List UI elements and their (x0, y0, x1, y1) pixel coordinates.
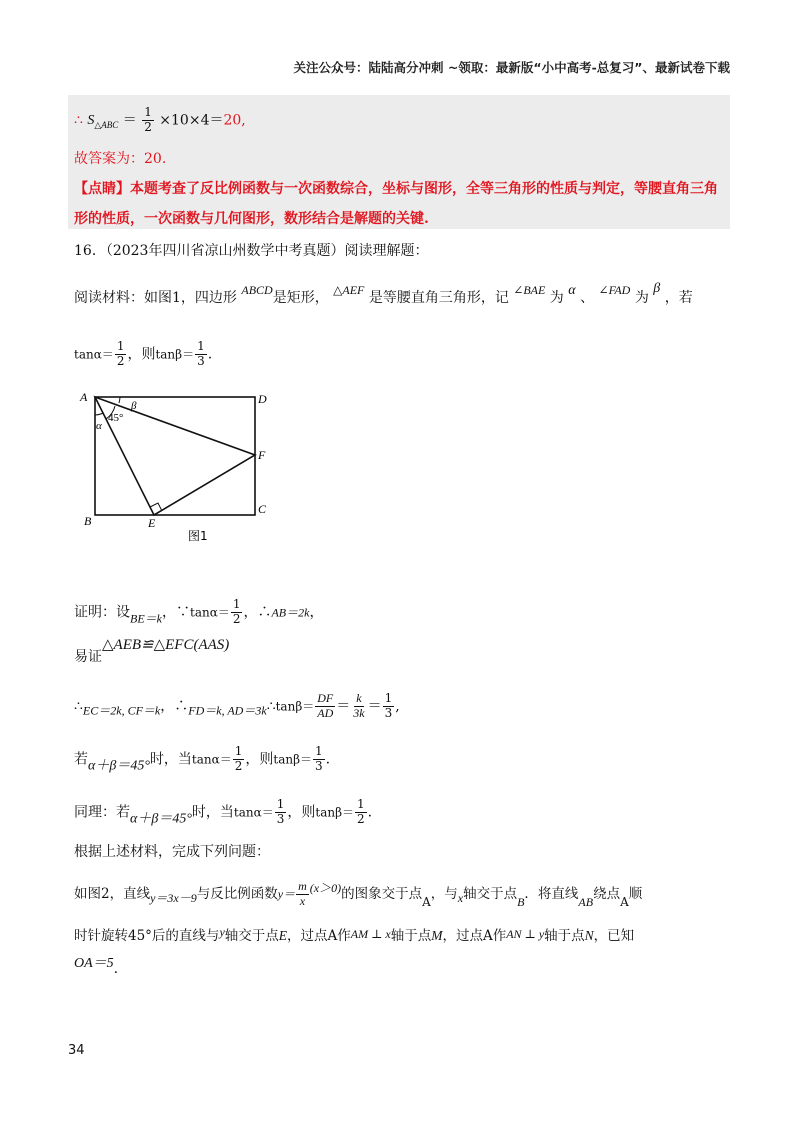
label-b: B (84, 514, 92, 528)
area-equation: ∴ $S_{\triangle ABC}$ ＝ $\frac{1}{2}$ ×10×4＝20, (74, 105, 246, 134)
proof-line-2: 易证△AEB≌△EFC(AAS) (74, 637, 230, 665)
task-line-2: 时针旋转45°后的直线与y轴交于点E，过点A作AM ⊥ x轴于点M，过点A作AN ⊥ y轴于点N，已知 (74, 925, 635, 944)
label-a: A (80, 390, 88, 404)
angle-alpha-arc (95, 413, 103, 415)
label-alpha: α (96, 420, 102, 432)
proof-line-3: ∴EC＝2k, CF＝k，∴FD＝k, AD＝3k∴tanβ＝ $\frac{DF}{AD}$ ＝ $\frac{k}{3k}$ ＝ $\frac{1}{3}$ , (74, 691, 400, 720)
comment-line-2: 形的性质，一次函数与几何图形，数形结合是解题的关键. (74, 211, 429, 227)
area-result: 20, (223, 112, 246, 129)
answer-line: 故答案为：20. (74, 151, 167, 167)
comment-tag: 【点睛】 (74, 181, 130, 197)
label-e: E (148, 516, 156, 530)
label-45-degrees: 45° (108, 412, 124, 424)
figure-caption: 图1 (188, 529, 208, 543)
page-number: 34 (68, 1043, 85, 1058)
comment-line-1: 【点睛】本题考查了反比例函数与一次函数综合，坐标与图形，全等三角形的性质与判定，等腰直角三角 (74, 181, 718, 197)
task-line-3: OA＝5. (74, 956, 119, 977)
proof-line-1: 证明：设BE＝k，∵tanα＝ $\frac{1}{2}$ ，∴AB＝2k， (74, 597, 324, 626)
fraction-one-half: $\frac{1}{2}$ (144, 105, 152, 134)
reading-material-line: 阅读材料：如图1，四边形 ABCD是矩形， △AEF 是等腰直角三角形，记 ∠BAE 为 α 、 ∠FAD 为 β ，若 (74, 281, 693, 306)
task-line-1: 如图2，直线y＝3x－9与反比例函数y＝ $\frac{m}{x}$ (x＞0)的图象交于点A，与x轴交于点B．将直线AB绕点A顺 (74, 879, 643, 909)
fraction-one-third: $\frac{1}{3}$ (197, 339, 205, 368)
task-intro: 根据上述材料，完成下列问题： (74, 844, 270, 860)
label-c: C (258, 502, 267, 516)
fraction-one-half: $\frac{1}{2}$ (116, 339, 125, 368)
angle-beta-arc (119, 397, 120, 403)
proof-line-4: 若α＋β＝45°时，当tanα＝ $\frac{1}{2}$ ，则tanβ＝ $\frac{1}{3}$ . (74, 744, 331, 774)
label-f: F (258, 448, 266, 462)
therefore-symbol: ∴ (74, 112, 83, 129)
label-beta: β (131, 400, 137, 412)
problem-title: 16．（2023年四川省凉山州数学中考真题）阅读理解题： (74, 243, 429, 259)
area-symbol: $S_{\triangle ABC}$ (87, 113, 119, 131)
label-d: D (258, 392, 267, 406)
page-header: 关注公众号：陆陆高分冲刺 ~领取：最新版“小中高考-总复习”、最新试卷下载 (293, 60, 730, 75)
proof-line-5: 同理：若α＋β＝45°时，当tanα＝ $\frac{1}{3}$ ，则tanβ＝ $\frac{1}{2}$ . (74, 797, 373, 827)
given-tangents: tanα＝ $\frac{1}{2}$ ，则tanβ＝ $\frac{1}{3}$ . (74, 339, 213, 368)
figure-1-rectangle-diagram (70, 385, 280, 550)
